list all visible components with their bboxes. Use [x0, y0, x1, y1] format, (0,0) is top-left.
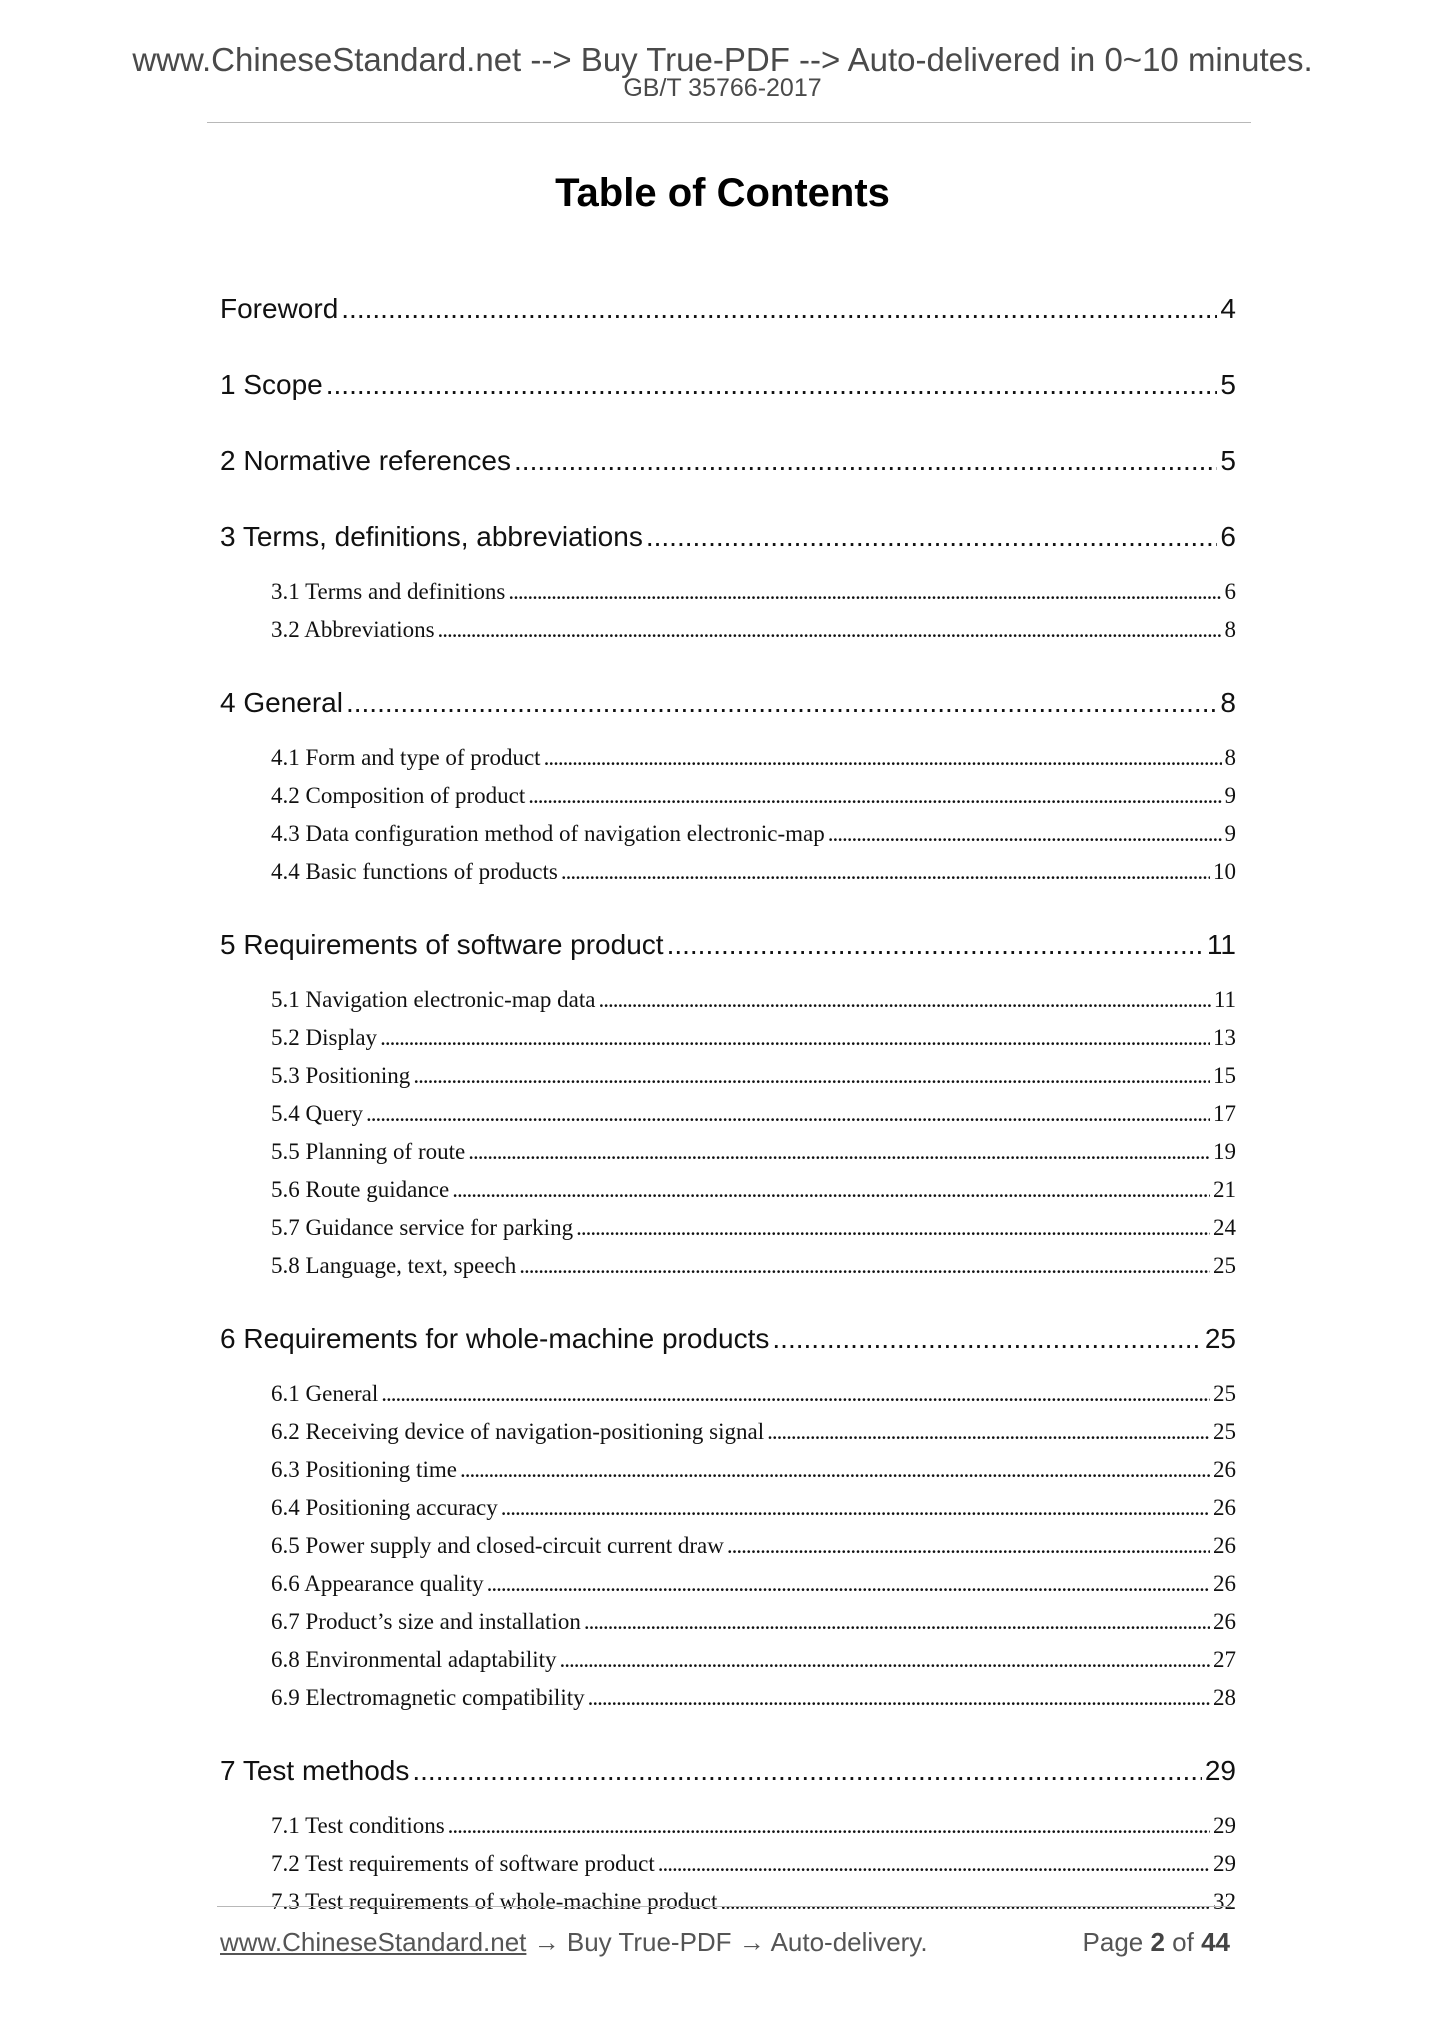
toc-entry-label: 6.5 Power supply and closed-circuit current draw [271, 1533, 724, 1558]
toc-entry-page: 8 [1220, 687, 1236, 718]
toc-dot-leader [528, 777, 1221, 815]
toc-dot-leader [341, 287, 1217, 331]
toc-dot-leader [598, 981, 1210, 1019]
toc-dot-leader [576, 1209, 1210, 1247]
toc-dot-leader [561, 853, 1210, 891]
toc-subsection-entry[interactable] [220, 981, 1236, 1019]
toc-subsection-entry[interactable] [220, 1603, 1236, 1641]
toc-dot-leader [346, 681, 1217, 725]
toc-entry-page: 25 [1204, 1323, 1236, 1354]
toc-subsection-entry[interactable] [220, 739, 1236, 777]
toc-entry-label: 5 Requirements of software product [220, 929, 664, 960]
toc-subsection-entry[interactable] [220, 611, 1236, 649]
page-indicator [1083, 1922, 1230, 1962]
toc-entry-page: 8 [1224, 745, 1236, 770]
toc-subsection-entry[interactable] [220, 1413, 1236, 1451]
toc-dot-leader [584, 1603, 1210, 1641]
toc-subsection-entry[interactable] [220, 1807, 1236, 1845]
toc-subsection-entry[interactable] [220, 1883, 1236, 1921]
toc-dot-leader [452, 1171, 1210, 1209]
toc-entry-label: Foreword [220, 293, 339, 324]
toc-entry-label: 2 Normative references [220, 445, 512, 476]
toc-entry-label: 6.3 Positioning time [271, 1457, 457, 1482]
toc-entry-label: 6.7 Product’s size and installation [271, 1609, 581, 1634]
toc-entry-label: 5.1 Navigation electronic-map data [271, 987, 596, 1012]
toc-entry-page: 29 [1213, 1813, 1236, 1838]
toc-entry-page: 21 [1213, 1177, 1236, 1202]
toc-entry-page: 11 [1213, 987, 1236, 1012]
toc-entry-page: 8 [1224, 617, 1236, 642]
toc-subsection-entry[interactable] [220, 1845, 1236, 1883]
toc-entry-page: 4 [1220, 293, 1236, 324]
toc-dot-leader [772, 1317, 1201, 1361]
toc-entry-page: 15 [1213, 1063, 1236, 1088]
toc-subsection-entry[interactable] [220, 1133, 1236, 1171]
toc-dot-leader [381, 1375, 1210, 1413]
toc-subsection-entry[interactable] [220, 1095, 1236, 1133]
toc-subsection-entry[interactable] [220, 1375, 1236, 1413]
toc-entry-label: 6.1 General [271, 1381, 379, 1406]
toc-entry-label: 7.3 Test requirements of whole-machine product [271, 1889, 718, 1914]
toc-dot-leader [646, 515, 1218, 559]
toc-entry-label: 6 Requirements for whole-machine products [220, 1323, 770, 1354]
toc-dot-leader [588, 1679, 1210, 1717]
toc-section-entry[interactable] [220, 1317, 1236, 1361]
toc-entry-page: 9 [1224, 783, 1236, 808]
toc-entry-label: 6.4 Positioning accuracy [271, 1495, 498, 1520]
toc-section-entry[interactable] [220, 923, 1236, 967]
toc-entry-label: 1 Scope [220, 369, 323, 400]
toc-dot-leader [438, 611, 1222, 649]
toc-entry-label: 3 Terms, definitions, abbreviations [220, 521, 643, 552]
toc-section-entry[interactable] [220, 439, 1236, 483]
toc-subsection-entry[interactable] [220, 1565, 1236, 1603]
toc-section-entry[interactable] [220, 681, 1236, 725]
page-prefix: Page [1082, 1927, 1151, 1957]
toc-entry-page: 27 [1213, 1647, 1236, 1672]
page-current: 2 [1150, 1927, 1165, 1957]
toc-entry-label: 6.9 Electromagnetic compatibility [271, 1685, 585, 1710]
toc-dot-leader [727, 1527, 1210, 1565]
toc-subsection-entry[interactable] [220, 1171, 1236, 1209]
toc-entry-label: 3.1 Terms and definitions [271, 579, 506, 604]
toc-entry-label: 6.8 Environmental adaptability [271, 1647, 557, 1672]
toc-entry-page: 5 [1220, 445, 1236, 476]
toc-dot-leader [767, 1413, 1210, 1451]
table-of-contents [220, 287, 1236, 1921]
toc-entry-page: 26 [1213, 1457, 1236, 1482]
toc-entry-label: 5.2 Display [271, 1025, 378, 1050]
toc-entry-page: 19 [1213, 1139, 1236, 1164]
toc-subsection-entry[interactable] [220, 1679, 1236, 1717]
toc-dot-leader [501, 1489, 1210, 1527]
toc-dot-leader [508, 573, 1221, 611]
toc-entry-page: 17 [1213, 1101, 1236, 1126]
toc-entry-label: 5.8 Language, text, speech [271, 1253, 517, 1278]
toc-dot-leader [658, 1845, 1210, 1883]
toc-dot-leader [514, 439, 1217, 483]
page-of: of [1164, 1927, 1202, 1957]
toc-entry-page: 29 [1204, 1755, 1236, 1786]
toc-entry-page: 26 [1213, 1609, 1236, 1634]
toc-entry-label: 4.1 Form and type of product [271, 745, 541, 770]
toc-section-entry[interactable] [220, 363, 1236, 407]
toc-subsection-entry[interactable] [220, 1057, 1236, 1095]
toc-entry-label: 5.6 Route guidance [271, 1177, 450, 1202]
toc-entry-page: 9 [1224, 821, 1236, 846]
toc-subsection-entry[interactable] [220, 1489, 1236, 1527]
toc-subsection-entry[interactable] [220, 1247, 1236, 1285]
toc-entry-page: 6 [1224, 579, 1236, 604]
toc-subsection-entry[interactable] [220, 1527, 1236, 1565]
toc-entry-page: 5 [1220, 369, 1236, 400]
toc-dot-leader [460, 1451, 1210, 1489]
toc-dot-leader [468, 1133, 1210, 1171]
toc-section-entry[interactable] [220, 1749, 1236, 1793]
toc-entry-page: 25 [1213, 1381, 1236, 1406]
toc-dot-leader [720, 1883, 1210, 1921]
toc-subsection-entry[interactable] [220, 1019, 1236, 1057]
toc-entry-label: 4.4 Basic functions of products [271, 859, 558, 884]
toc-entry-label: 3.2 Abbreviations [271, 617, 435, 642]
page-title: Table of Contents [555, 171, 890, 215]
footer-divider [217, 1906, 1231, 1907]
toc-dot-leader [487, 1565, 1210, 1603]
toc-entry-page: 26 [1213, 1571, 1236, 1596]
toc-entry-page: 29 [1213, 1851, 1236, 1876]
toc-entry-label: 5.5 Planning of route [271, 1139, 466, 1164]
footer-tagline: → Buy True-PDF → Auto-delivery. [526, 1927, 928, 1957]
toc-dot-leader [413, 1057, 1210, 1095]
toc-entry-label: 6.6 Appearance quality [271, 1571, 484, 1596]
toc-dot-leader [667, 923, 1204, 967]
toc-subsection-entry[interactable] [220, 1641, 1236, 1679]
header-banner: www.ChineseStandard.net --> Buy True-PDF --> Auto-delivered in 0~10 minutes. [132, 41, 1313, 78]
toc-dot-leader [544, 739, 1222, 777]
toc-entry-label: 7.1 Test conditions [271, 1813, 445, 1838]
toc-entry-page: 32 [1213, 1889, 1236, 1914]
toc-entry-label: 7 Test methods [220, 1755, 410, 1786]
toc-subsection-entry[interactable] [220, 853, 1236, 891]
toc-dot-leader [828, 815, 1222, 853]
toc-entry-page: 26 [1213, 1533, 1236, 1558]
toc-dot-leader [560, 1641, 1210, 1679]
toc-entry-page: 26 [1213, 1495, 1236, 1520]
toc-entry-page: 13 [1213, 1025, 1236, 1050]
toc-entry-label: 6.2 Receiving device of navigation-positioning signal [271, 1419, 765, 1444]
toc-entry-label: 7.2 Test requirements of software product [271, 1851, 655, 1876]
toc-dot-leader [326, 363, 1218, 407]
standard-code: GB/T 35766-2017 [623, 74, 822, 102]
toc-entry-page: 25 [1213, 1253, 1236, 1278]
toc-entry-page: 6 [1220, 521, 1236, 552]
toc-subsection-entry[interactable] [220, 573, 1236, 611]
toc-dot-leader [448, 1807, 1210, 1845]
toc-dot-leader [519, 1247, 1210, 1285]
toc-entry-label: 5.4 Query [271, 1101, 363, 1126]
toc-entry-label: 5.7 Guidance service for parking [271, 1215, 574, 1240]
toc-subsection-entry[interactable] [220, 1209, 1236, 1247]
toc-entry-page: 25 [1213, 1419, 1236, 1444]
header-divider [207, 122, 1251, 123]
toc-subsection-entry[interactable] [220, 1451, 1236, 1489]
toc-dot-leader [412, 1749, 1201, 1793]
toc-entry-page: 11 [1206, 929, 1236, 960]
toc-entry-page: 10 [1213, 859, 1236, 884]
toc-entry-label: 4.2 Composition of product [271, 783, 526, 808]
page-total: 44 [1201, 1927, 1230, 1957]
toc-dot-leader [366, 1095, 1210, 1133]
footer [220, 1922, 1230, 1962]
footer-site-link[interactable]: www.ChineseStandard.net [220, 1927, 527, 1957]
toc-subsection-entry[interactable] [220, 777, 1236, 815]
toc-entry-label: 4.3 Data configuration method of navigation electronic-map [271, 821, 825, 846]
toc-entry-page: 28 [1213, 1685, 1236, 1710]
toc-section-entry[interactable] [220, 287, 1236, 331]
toc-subsection-entry[interactable] [220, 815, 1236, 853]
toc-entry-label: 5.3 Positioning [271, 1063, 411, 1088]
toc-entry-page: 24 [1213, 1215, 1236, 1240]
toc-entry-label: 4 General [220, 687, 343, 718]
toc-section-entry[interactable] [220, 515, 1236, 559]
toc-dot-leader [380, 1019, 1210, 1057]
